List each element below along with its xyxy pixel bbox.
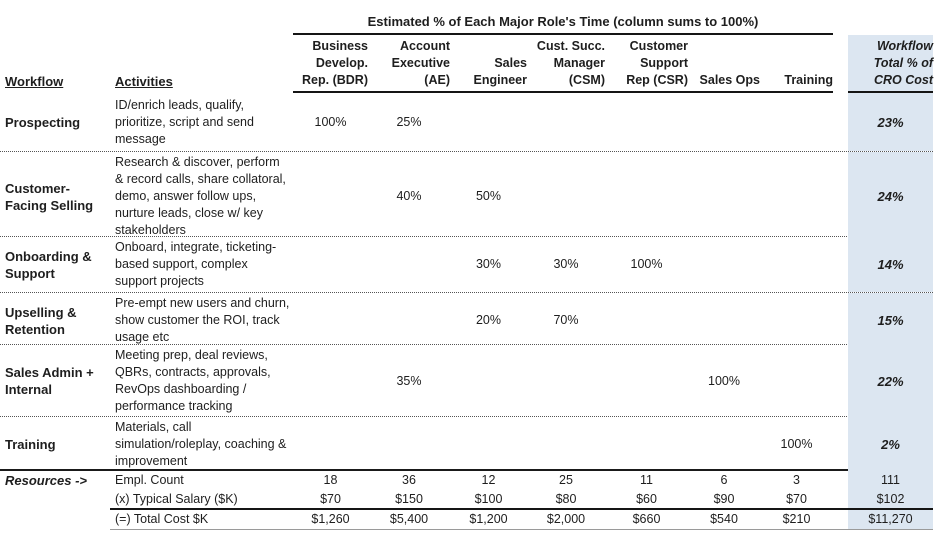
column-header-row: [0, 35, 933, 93]
training-value: [760, 152, 833, 241]
sales-engineer-value: $100: [450, 490, 527, 510]
resources-label: Resources ->: [5, 473, 88, 488]
resource-total-value: 111: [848, 471, 933, 490]
workflow-total-value: 22%: [848, 345, 933, 417]
workflow-activities: Pre-empt new users and churn, show customer the ROI, track usage etc: [115, 296, 290, 344]
workflow-row-sales-admin-internal: [0, 345, 933, 417]
bdr-value: [293, 345, 368, 417]
workflow-total-value: 24%: [848, 152, 933, 241]
resource-row-label: (x) Typical Salary ($K): [110, 490, 293, 510]
workflow-total-value: 14%: [848, 237, 933, 292]
workflow-name: Training: [5, 437, 56, 452]
sales-ops-value: [688, 293, 760, 348]
training-value: 3: [793, 473, 800, 487]
gap-column: [833, 237, 848, 292]
workflow-row-training: [0, 417, 933, 471]
ae-value: 40%: [396, 189, 422, 203]
workflow-activities: ID/enrich leads, qualify, prioritize, script and send message: [115, 97, 254, 146]
workflow-activities: Meeting prep, deal reviews, QBRs, contracts, approvals, RevOps dashboarding / performance tracking: [115, 348, 271, 413]
bdr-value: $1,260: [293, 510, 368, 530]
gap-column: [833, 417, 848, 472]
gap-column: [833, 345, 848, 417]
training-value: [760, 237, 833, 292]
csm-value: [527, 93, 605, 151]
workflow-activities: Research & discover, perform & record calls, share collatoral, demo, answer follow ups, nurture leads, close w/ key stakeholders: [115, 155, 286, 237]
ae-value: [368, 237, 450, 292]
training-value: 100%: [780, 437, 813, 451]
csr-value: [605, 93, 688, 151]
csm-value: [527, 417, 605, 472]
ae-value: [368, 417, 450, 472]
column-header-sales-engineer: Sales Engineer: [450, 35, 527, 93]
workflow-row-prospecting: [0, 93, 933, 152]
sales-engineer-value: 30%: [475, 257, 502, 271]
column-header-csr: Customer Support Rep (CSR): [605, 35, 688, 93]
sales-ops-value: 100%: [708, 373, 740, 388]
gap-column: [833, 152, 848, 241]
workflow-total-value: 2%: [848, 417, 933, 472]
workflow-name: Onboarding & Support: [5, 248, 92, 281]
resource-row-label: Empl. Count: [115, 473, 184, 487]
resource-total-value: $11,270: [848, 510, 933, 530]
sales-ops-value: [688, 93, 760, 151]
workflow-total-value: 23%: [848, 93, 933, 151]
column-header-workflow: Workflow: [5, 74, 64, 89]
column-header-activities: Activities: [115, 74, 173, 89]
sales-engineer-value: [450, 93, 527, 151]
sales-engineer-value: 12: [481, 473, 496, 487]
workflow-name: Upselling & Retention: [5, 304, 77, 337]
column-header-csm: Cust. Succ. Manager (CSM): [527, 35, 605, 93]
gap-column: [833, 35, 848, 93]
csm-value: 25: [559, 473, 573, 487]
training-value: [760, 93, 833, 151]
ae-value: $150: [368, 490, 450, 510]
sales-engineer-value: 20%: [475, 313, 502, 327]
bdr-value: $70: [293, 490, 368, 510]
resources-total-cost-row: [0, 510, 933, 530]
column-header-workflow-total: Workflow Total % of CRO Cost: [848, 35, 933, 93]
gap-column: [833, 471, 848, 490]
gap-column: [833, 93, 848, 151]
csr-value: 100%: [630, 257, 663, 271]
column-header-sales-ops: Sales Ops: [688, 35, 760, 93]
sales-ops-value: [688, 417, 760, 472]
workflow-row-customer-facing-selling: [0, 152, 933, 237]
column-header-training: Training: [760, 35, 833, 93]
csm-value: $80: [527, 490, 605, 510]
csr-value: 11: [640, 473, 653, 487]
sales-ops-value: $540: [688, 510, 760, 530]
csr-value: $60: [605, 490, 688, 510]
csm-value: [527, 345, 605, 417]
ae-value: $5,400: [368, 510, 450, 530]
bdr-value: 100%: [314, 114, 347, 129]
training-value: [760, 293, 833, 348]
sales-engineer-value: $1,200: [450, 510, 527, 530]
csm-value: 70%: [553, 313, 579, 327]
workflow-name: Customer-Facing Selling: [5, 180, 94, 213]
training-value: $70: [760, 490, 833, 510]
sales-ops-value: 6: [720, 473, 728, 487]
ae-value: [368, 293, 450, 348]
sales-engineer-value: 50%: [475, 189, 502, 203]
resource-total-value: $102: [848, 490, 933, 510]
bdr-value: [293, 152, 368, 241]
ae-value: 25%: [396, 114, 422, 129]
bdr-value: [293, 417, 368, 472]
sales-engineer-value: [450, 417, 527, 472]
csm-value: $2,000: [527, 510, 605, 530]
workflow-row-upselling-retention: [0, 293, 933, 345]
resources-salary-row: [0, 490, 933, 510]
workflow-name: Sales Admin + Internal: [5, 365, 94, 397]
resource-row-label: (=) Total Cost $K: [110, 510, 293, 530]
sales-ops-value: $90: [688, 490, 760, 510]
workflow-name: Prospecting: [5, 114, 81, 130]
csr-value: [605, 345, 688, 417]
csm-value: 30%: [553, 257, 579, 271]
csr-value: [605, 293, 688, 348]
sales-ops-value: [688, 152, 760, 241]
csr-value: [605, 152, 688, 241]
training-value: [760, 345, 833, 417]
workflow-activities: Onboard, integrate, ticketing-based support, complex support projects: [115, 240, 277, 288]
workflow-row-onboarding-support: [0, 237, 933, 293]
table-title: Estimated % of Each Major Role's Time (column sums to 100%): [293, 5, 833, 35]
column-header-bdr: Business Develop. Rep. (BDR): [293, 35, 368, 93]
csm-value: [527, 152, 605, 241]
ae-value: 35%: [396, 373, 422, 388]
gap-column: [833, 293, 848, 348]
workflow-activities: Materials, call simulation/roleplay, coaching & improvement: [115, 420, 287, 468]
table-title-row: [0, 5, 933, 35]
bdr-value: [293, 293, 368, 348]
workflow-total-value: 15%: [848, 293, 933, 348]
column-header-ae: Account Executive (AE): [368, 35, 450, 93]
training-value: $210: [760, 510, 833, 530]
ae-value: 36: [402, 473, 416, 487]
csr-value: [605, 417, 688, 472]
resources-empl-count-row: [0, 471, 933, 490]
sales-engineer-value: [450, 345, 527, 417]
sales-ops-value: [688, 237, 760, 292]
gap-column: [833, 490, 848, 510]
gap-column: [833, 510, 848, 530]
bdr-value: 18: [323, 473, 338, 487]
bdr-value: [293, 237, 368, 292]
csr-value: $660: [605, 510, 688, 530]
